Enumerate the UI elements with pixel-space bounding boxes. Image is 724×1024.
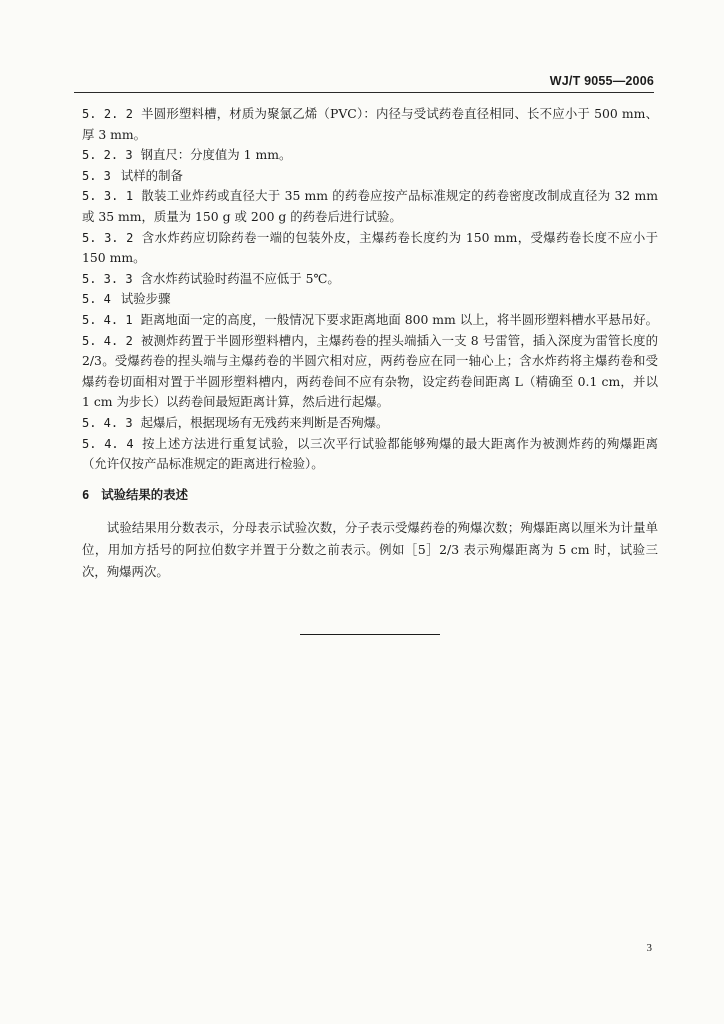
clause-5-2-3: [82, 145, 658, 166]
body-text: [82, 104, 658, 583]
clause-5-4-2: [82, 331, 658, 413]
page-number: 3: [646, 942, 652, 954]
clause-number: 5. 4. 2: [82, 333, 133, 348]
clause-5-4-3: [82, 413, 658, 434]
section-6-paragraph: 试验结果用分数表示，分母表示试验次数，分子表示受爆药卷的殉爆次数；殉爆距离以厘米为计量单位，用加方括号的阿拉伯数字并置于分数之前表示。例如［5］2/3 表示殉爆距离为 5 cm 时，试验三次，殉爆两次。: [82, 520, 658, 580]
heading-number: 5. 3: [82, 168, 111, 183]
clause-5-4-4: [82, 434, 658, 475]
end-of-document-rule: [300, 634, 440, 635]
section-title: 试验结果的表述: [101, 486, 188, 502]
clause-text: 散装工业炸药或直径大于 35 mm 的药卷应按产品标准规定的药卷密度改制成直径为 32 mm 或 35 mm，质量为 150 g 或 200 g 的药卷后进行试验。: [82, 188, 658, 224]
clause-text: 半圆形塑料槽，材质为聚氯乙烯（PVC）：内径与受试药卷直径相同、长不应小于 500 mm、厚 3 mm。: [82, 106, 659, 142]
header-rule: [74, 92, 654, 93]
clause-5-4-1: [82, 310, 658, 331]
clause-number: 5. 4. 4: [82, 436, 134, 451]
heading-text: 试样的制备: [120, 167, 183, 183]
heading-number: 5. 4: [82, 292, 111, 307]
clause-number: 5. 2. 3: [82, 148, 133, 163]
clause-5-3-3: [82, 269, 658, 290]
clause-number: 5. 3. 1: [82, 189, 134, 204]
standard-code: WJ/T 9055—2006: [549, 74, 654, 88]
clause-number: 5. 4. 3: [82, 415, 133, 430]
clause-number: 5. 2. 2: [82, 107, 133, 121]
clause-text: 含水炸药试验时药温不应低于 5℃。: [140, 270, 340, 286]
clause-text: 距离地面一定的高度，一般情况下要求距离地面 800 mm 以上，将半圆形塑料槽水平悬吊好。: [140, 311, 658, 327]
clause-number: 5. 3. 3: [82, 271, 133, 286]
clause-text: 被测炸药置于半圆形塑料槽内，主爆药卷的捏头端插入一支 8 号雷管，插入深度为雷管长度的 2/3。受爆药卷的捏头端与主爆药卷的半圆穴相对应，两药卷应在同一轴心上；含水炸药将主爆药卷和受爆药卷切面相对置于半圆形塑料槽内，两药卷间不应有杂物，设定药卷间距离 L（精确至 0.1 cm，并以 1 cm 为步长）以药卷间最短距离计算，然后进行起爆。: [82, 332, 659, 410]
section-number: 6: [82, 487, 90, 502]
clause-text: 起爆后，根据现场有无残药来判断是否殉爆。: [140, 414, 389, 430]
heading-5-3: [82, 166, 658, 187]
clause-number: 5. 4. 1: [82, 312, 133, 327]
heading-5-4: [82, 289, 658, 310]
heading-text: 试验步骤: [120, 291, 171, 307]
clause-number: 5. 3. 2: [82, 230, 134, 245]
section-6-heading: [82, 485, 658, 506]
clause-5-2-2: [82, 104, 658, 145]
clause-text: 含水炸药应切除药卷一端的包装外皮，主爆药卷长度约为 150 mm，受爆药卷长度不应小于 150 mm。: [82, 229, 658, 266]
clause-5-3-1: [82, 186, 658, 227]
clause-text: 钢直尺：分度值为 1 mm。: [140, 147, 292, 163]
clause-5-3-2: [82, 228, 658, 269]
clause-text: 按上述方法进行重复试验，以三次平行试验都能够殉爆的最大距离作为被测炸药的殉爆距离（允许仅按产品标准规定的距离进行检验）。: [82, 435, 659, 472]
